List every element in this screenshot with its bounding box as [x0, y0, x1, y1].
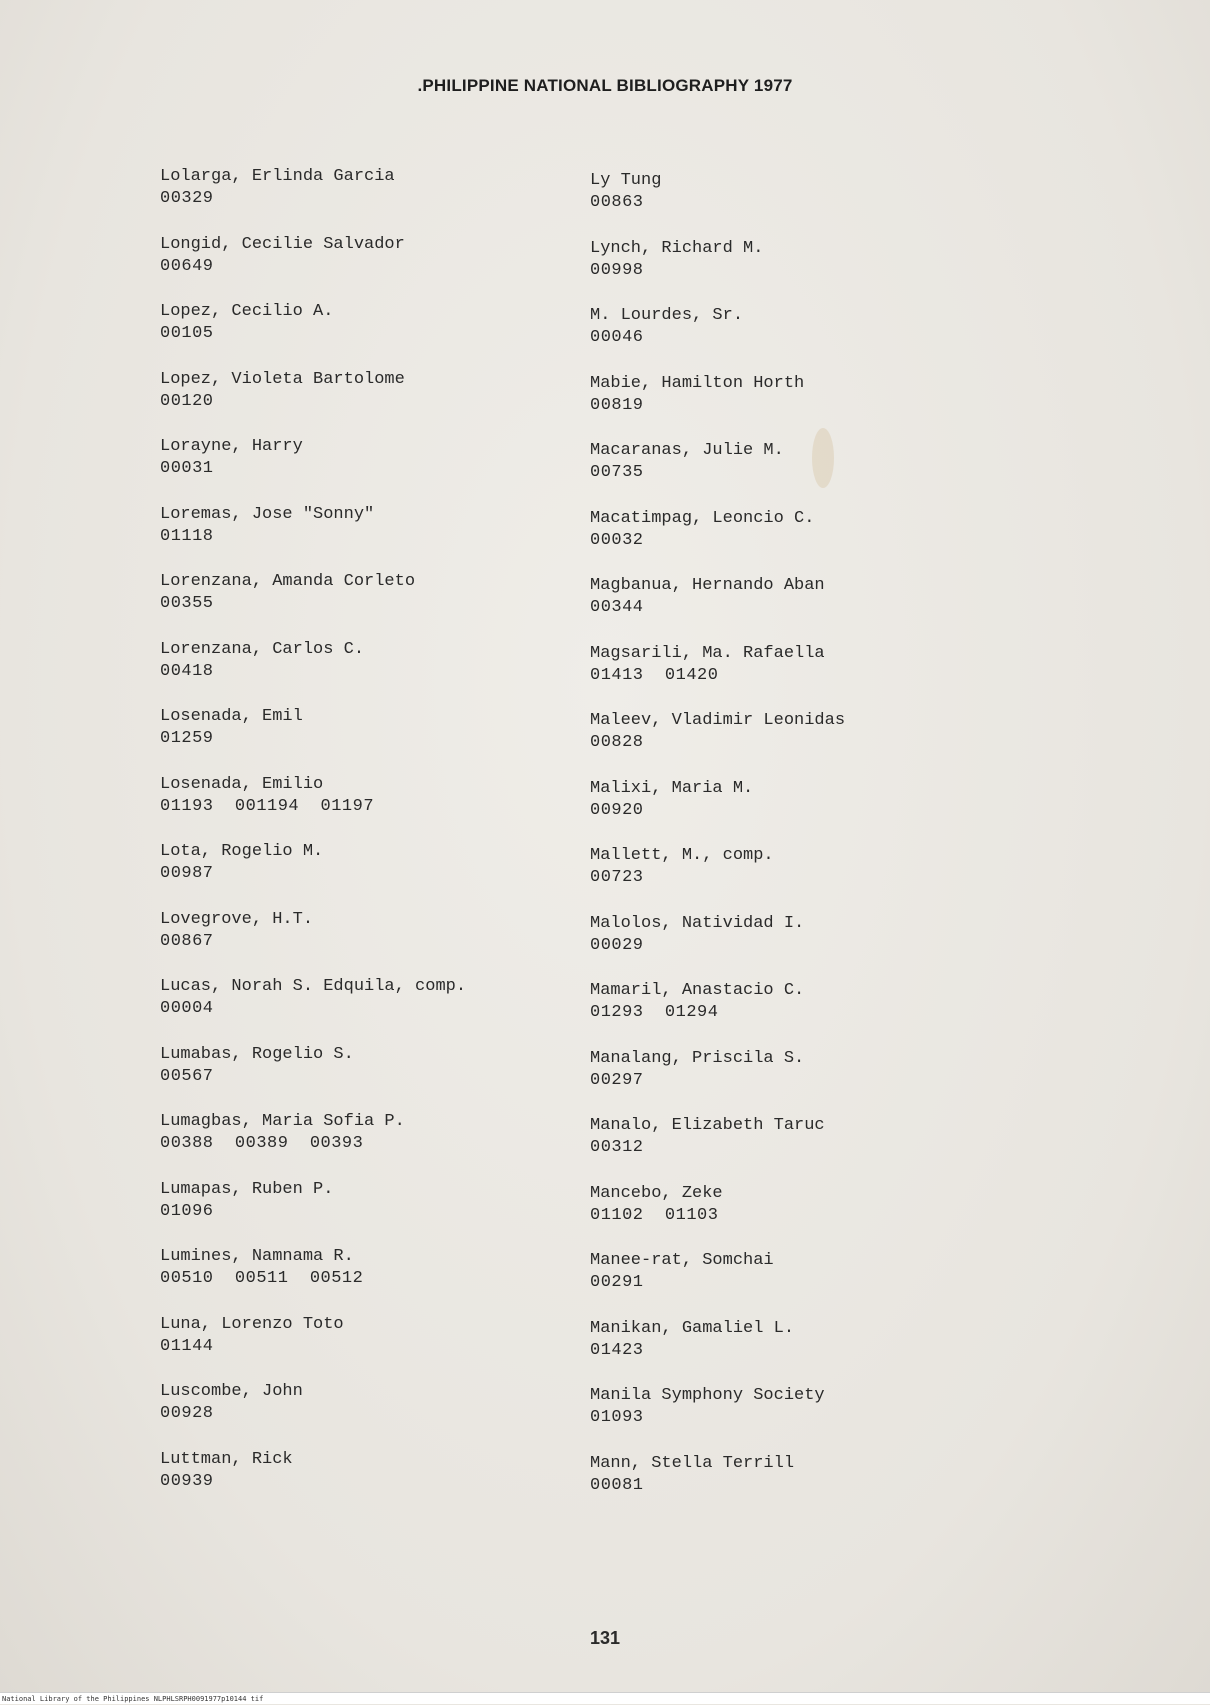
- entry-name: Losenada, Emilio: [160, 774, 324, 794]
- entry-numbers: 01096: [160, 1201, 214, 1221]
- list-item: [590, 508, 1010, 576]
- list-item: [160, 774, 560, 842]
- entry-name: Macaranas, Julie M.: [590, 441, 784, 460]
- entry-numbers: 00297: [590, 1070, 644, 1090]
- entry-numbers: 00998: [590, 260, 644, 280]
- entry-name: Lolarga, Erlinda Garcia: [160, 167, 395, 186]
- entry-name: Manila Symphony Society: [590, 1386, 825, 1405]
- list-item: [160, 369, 560, 437]
- list-item: [590, 778, 1010, 846]
- entry-name: Manalo, Elizabeth Taruc: [590, 1116, 825, 1135]
- list-item: [590, 643, 1010, 711]
- entry-numbers: 00928: [160, 1404, 214, 1423]
- entry-numbers: 01093: [590, 1408, 644, 1427]
- left-column: [160, 166, 560, 1516]
- entry-numbers: 00312: [590, 1138, 644, 1157]
- entry-numbers: 01118: [160, 526, 214, 546]
- entry-numbers: 00920: [590, 800, 644, 820]
- entry-name: Magsarili, Ma. Rafaella: [590, 643, 825, 663]
- entry-numbers: 00863: [590, 193, 644, 212]
- entry-name: Ly Tung: [590, 171, 662, 190]
- entry-numbers: 00418: [160, 661, 214, 681]
- entry-name: Lopez, Cecilio A.: [160, 302, 334, 321]
- entry-name: Luna, Lorenzo Toto: [160, 1314, 344, 1334]
- list-item: [590, 913, 1010, 981]
- entry-name: Luscombe, John: [160, 1382, 303, 1401]
- list-item: [160, 1246, 560, 1314]
- entry-name: Manalang, Priscila S.: [590, 1048, 805, 1068]
- list-item: [590, 305, 1010, 373]
- entry-name: Longid, Cecilie Salvador: [160, 234, 405, 254]
- list-item: [590, 1453, 1010, 1521]
- entry-name: Manee-rat, Somchai: [590, 1251, 774, 1270]
- entry-numbers: 01102 01103: [590, 1205, 719, 1225]
- entry-name: Lumabas, Rogelio S.: [160, 1044, 354, 1064]
- list-item: [590, 1250, 1010, 1318]
- entry-numbers: 01293 01294: [590, 1003, 719, 1022]
- entry-numbers: 00344: [590, 598, 644, 617]
- right-column: [590, 170, 1010, 1520]
- entry-numbers: 01413 01420: [590, 665, 719, 685]
- entry-name: Mallett, M., comp.: [590, 846, 774, 865]
- entry-name: Loremas, Jose "Sonny": [160, 504, 375, 524]
- entry-numbers: 00723: [590, 868, 644, 887]
- page-title: .PHILIPPINE NATIONAL BIBLIOGRAPHY 1977: [417, 76, 793, 95]
- entry-numbers: 00819: [590, 395, 644, 415]
- page-number: 131: [589, 1628, 621, 1648]
- list-item: [160, 706, 560, 774]
- entry-name: Malixi, Maria M.: [590, 778, 754, 798]
- entry-numbers: 00649: [160, 256, 214, 276]
- list-item: [160, 571, 560, 639]
- list-item: [160, 166, 560, 234]
- entry-name: Luttman, Rick: [160, 1449, 293, 1469]
- entry-name: Mamaril, Anastacio C.: [590, 981, 805, 1000]
- entry-numbers: 00510 00511 00512: [160, 1269, 364, 1288]
- entry-name: Lynch, Richard M.: [590, 238, 764, 258]
- entry-numbers: 00735: [590, 463, 644, 482]
- list-item: [590, 845, 1010, 913]
- entry-name: Lucas, Norah S. Edquila, comp.: [160, 977, 467, 996]
- entry-numbers: 01193 001194 01197: [160, 796, 375, 816]
- entry-name: Lorayne, Harry: [160, 437, 303, 456]
- entry-numbers: 00046: [590, 328, 644, 347]
- list-item: [590, 1048, 1010, 1116]
- entry-name: Lumagbas, Maria Sofia P.: [160, 1112, 405, 1131]
- entry-numbers: 00828: [590, 733, 644, 752]
- list-item: [160, 841, 560, 909]
- entry-name: Lopez, Violeta Bartolome: [160, 369, 405, 389]
- list-item: [160, 1111, 560, 1179]
- entry-numbers: 00031: [160, 459, 214, 478]
- entry-numbers: 01423: [590, 1340, 644, 1360]
- entry-name: Mancebo, Zeke: [590, 1183, 723, 1203]
- list-item: [160, 976, 560, 1044]
- list-item: [590, 1385, 1010, 1453]
- list-item: [590, 710, 1010, 778]
- entry-numbers: 00329: [160, 189, 214, 208]
- list-item: [160, 234, 560, 302]
- list-item: [160, 1381, 560, 1449]
- list-item: [160, 504, 560, 572]
- entry-numbers: 00867: [160, 931, 214, 951]
- list-item: [590, 373, 1010, 441]
- entry-name: Mann, Stella Terrill: [590, 1453, 795, 1473]
- list-item: [590, 440, 1010, 508]
- entry-name: Lovegrove, H.T.: [160, 909, 314, 929]
- entry-name: Losenada, Emil: [160, 707, 303, 726]
- entry-name: M. Lourdes, Sr.: [590, 306, 744, 325]
- entry-name: Lota, Rogelio M.: [160, 842, 324, 861]
- entry-name: Maleev, Vladimir Leonidas: [590, 711, 846, 730]
- list-item: [160, 436, 560, 504]
- list-item: [590, 1115, 1010, 1183]
- list-item: [160, 909, 560, 977]
- list-item: [160, 1314, 560, 1382]
- entry-name: Macatimpag, Leoncio C.: [590, 508, 815, 528]
- entry-numbers: 00567: [160, 1066, 214, 1086]
- entry-numbers: 00388 00389 00393: [160, 1134, 364, 1153]
- list-item: [590, 1183, 1010, 1251]
- list-item: [160, 1044, 560, 1112]
- entry-numbers: 00120: [160, 391, 214, 411]
- entry-numbers: 00029: [590, 935, 644, 955]
- list-item: [590, 170, 1010, 238]
- entry-numbers: 01144: [160, 1336, 214, 1356]
- entry-numbers: 00987: [160, 864, 214, 883]
- entry-name: Lorenzana, Carlos C.: [160, 639, 365, 659]
- entry-name: Lorenzana, Amanda Corleto: [160, 572, 416, 591]
- entry-name: Malolos, Natividad I.: [590, 913, 805, 933]
- list-item: [160, 1179, 560, 1247]
- entry-name: Lumines, Namnama R.: [160, 1247, 354, 1266]
- list-item: [160, 639, 560, 707]
- entry-name: Manikan, Gamaliel L.: [590, 1318, 795, 1338]
- entry-name: Lumapas, Ruben P.: [160, 1179, 334, 1199]
- entry-numbers: 00939: [160, 1471, 214, 1491]
- entry-numbers: 00081: [590, 1475, 644, 1495]
- list-item: [160, 301, 560, 369]
- list-item: [590, 1318, 1010, 1386]
- entry-numbers: 00291: [590, 1273, 644, 1292]
- entry-name: Mabie, Hamilton Horth: [590, 373, 805, 393]
- list-item: [590, 238, 1010, 306]
- list-item: [590, 980, 1010, 1048]
- list-item: [590, 575, 1010, 643]
- entry-name: Magbanua, Hernando Aban: [590, 576, 825, 595]
- entry-numbers: 00032: [590, 530, 644, 550]
- list-item: [160, 1449, 560, 1517]
- entry-numbers: 01259: [160, 729, 214, 748]
- entry-numbers: 00105: [160, 324, 214, 343]
- entry-numbers: 00004: [160, 999, 214, 1018]
- entry-numbers: 00355: [160, 594, 214, 613]
- scan-footer: National Library of the Philippines NLPHLSRPH0091977p10144 tif: [0, 1692, 1210, 1704]
